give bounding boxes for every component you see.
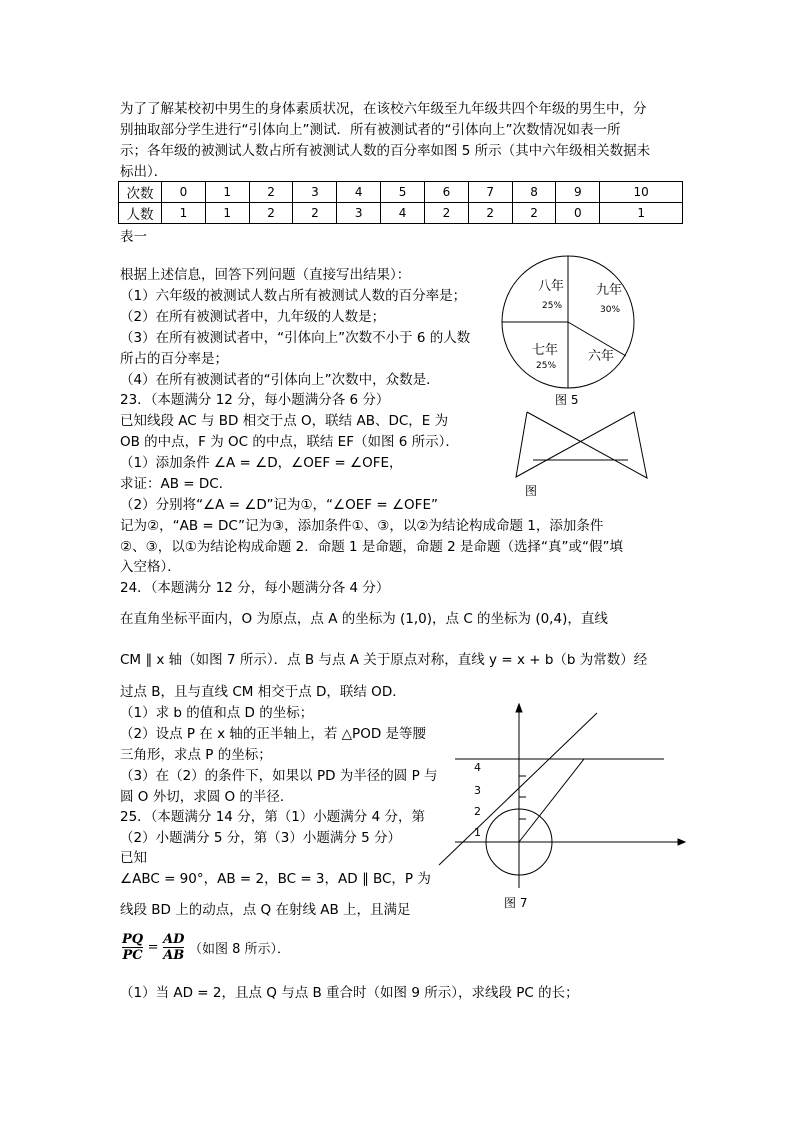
table-cell: 2 — [293, 203, 337, 224]
table-header: 人数 — [119, 203, 162, 224]
text-line: （1）添加条件 ∠A = ∠D，∠OEF = ∠OFE， — [120, 455, 403, 471]
pie-pct: 30% — [600, 305, 621, 315]
fraction-numerator: PQ — [122, 932, 144, 947]
text-line: 入空格）． — [120, 559, 181, 575]
text-line: （2）小题满分 5 分，第（3）小题满分 5 分） — [120, 830, 402, 846]
figure-caption: 图 — [525, 484, 538, 498]
text-line: 已知线段 AC 与 BD 相交于点 O，联结 AB、DC，E 为 — [120, 413, 449, 429]
text-line: CM ∥ x 轴（如图 7 所示）．点 B 与点 A 关于原点对称，直线 y = x + b（b 为常数）经 — [120, 652, 648, 668]
text-line: （1）求 b 的值和点 D 的坐标； — [120, 705, 314, 721]
pie-pct: 25% — [536, 361, 557, 371]
table-cell: 2 — [249, 203, 293, 224]
text-line: 根据上述信息，回答下列问题（直接写出结果）： — [120, 267, 411, 283]
text-line: 过点 B，且与直线 CM 相交于点 D，联结 OD． — [120, 684, 406, 700]
pie-label: 九年 — [596, 283, 623, 298]
text-line: 24．（本题满分 12 分，每小题满分各 4 分） — [120, 580, 390, 596]
table-cell: 4 — [337, 182, 381, 203]
table-cell: 2 — [468, 203, 512, 224]
text-line: OB 的中点，F 为 OC 的中点，联结 EF（如图 6 所示）． — [120, 434, 459, 450]
table-cell: 3 — [293, 182, 337, 203]
text-line: （4）在所有被测试者的“引体向上”次数中，众数是． — [120, 372, 440, 388]
text-line: （2）设点 P 在 x 轴的正半轴上，若 △POD 是等腰 — [120, 726, 427, 742]
paragraph-line: 别抽取部分学生进行“引体向上”测试．所有被测试者的“引体向上”次数情况如表一所 — [120, 122, 621, 138]
text-line: 三角形，求点 P 的坐标； — [120, 747, 272, 763]
table-cell: 1 — [205, 203, 249, 224]
figure-caption: 图 5 — [555, 393, 579, 407]
text-line: （1）当 AD = 2，且点 Q 与点 B 重合时（如图 9 所示），求线段 PC 的长； — [120, 985, 579, 1001]
text-line: 23．（本题满分 12 分，每小题满分各 6 分） — [120, 392, 390, 408]
paragraph-line: 示；各年级的被测试人数占所有被测试人数的百分率如图 5 所示（其中六年级相关数据未 — [120, 143, 651, 159]
fraction-numerator: AD — [163, 932, 185, 947]
table-cell: 0 — [556, 203, 600, 224]
axis-tick-label: 1 — [474, 826, 481, 839]
pie-label: 八年 — [538, 279, 565, 294]
axis-tick-label: 2 — [474, 805, 481, 818]
fraction-note: （如图 8 所示）． — [188, 942, 291, 957]
table-cell: 2 — [249, 182, 293, 203]
figure-caption: 图 7 — [504, 896, 528, 910]
text-line: 25．（本题满分 14 分，第（1）小题满分 4 分，第 — [120, 809, 425, 825]
text-line: （3）在（2）的条件下，如果以 PD 为半径的圆 P 与 — [120, 768, 438, 784]
paragraph-line: 为了了解某校初中男生的身体素质状况，在该校六年级至九年级共四个年级的男生中，分 — [120, 101, 647, 117]
table-cell: 5 — [381, 182, 425, 203]
table-cell: 1 — [600, 203, 683, 224]
table-cell: 1 — [162, 203, 206, 224]
table-cell: 9 — [556, 182, 600, 203]
fraction-denominator: PC — [122, 948, 143, 963]
text-line: 在直角坐标平面内，O 为原点，点 A 的坐标为 (1,0)，点 C 的坐标为 (0,4)，直线 — [120, 611, 608, 627]
text-line: 已知 — [120, 850, 147, 866]
table-cell: 2 — [512, 203, 556, 224]
table-cell: 3 — [337, 203, 381, 224]
text-line: 圆 O 外切，求圆 O 的半径． — [120, 789, 294, 805]
bowtie-figure-6 — [516, 412, 647, 478]
text-line: 线段 BD 上的动点，点 Q 在射线 AB 上，且满足 — [120, 902, 411, 918]
table-cell: 8 — [512, 182, 556, 203]
pie-label: 六年 — [588, 349, 615, 364]
text-line: ∠ABC = 90°，AB = 2，BC = 3，AD ∥ BC，P 为 — [120, 871, 431, 887]
axis-tick-label: 4 — [474, 761, 481, 774]
table-cell: 10 — [600, 182, 683, 203]
fraction-equation: $\frac{PQ}{PC}$ = $\frac{AD}{AB}$ （如图 8 所示）． — [122, 932, 291, 963]
paragraph-line: 标出）． — [120, 164, 168, 180]
text-line: ②、③，以①为结论构成命题 2．命题 1 是命题，命题 2 是命题（选择“真”或“假”填 — [120, 539, 624, 555]
table-cell: 4 — [381, 203, 425, 224]
text-line: （3）在所有被测试者中，“引体向上”次数不小于 6 的人数 — [120, 330, 471, 346]
table-cell: 1 — [205, 182, 249, 203]
table-caption: 表一 — [120, 229, 147, 245]
text-line: （2）在所有被测试者中，九年级的人数是； — [120, 309, 386, 325]
text-line: （1）六年级的被测试人数占所有被测试人数的百分率是； — [120, 288, 467, 304]
text-line: （2）分别将“∠A = ∠D”记为①，“∠OEF = ∠OFE” — [120, 497, 438, 513]
table-cell: 2 — [424, 203, 468, 224]
fraction-denominator: AB — [163, 948, 185, 963]
table-cell: 6 — [424, 182, 468, 203]
table-cell: 7 — [468, 182, 512, 203]
text-line: 所占的百分率是； — [120, 351, 228, 367]
axis-tick-label: 3 — [474, 784, 481, 797]
pie-pct: 25% — [542, 301, 563, 311]
text-line: 记为②，“AB = DC”记为③，添加条件①、③，以②为结论构成命题 1，添加条件 — [120, 518, 604, 534]
pie-label: 七年 — [532, 343, 559, 358]
table-header: 次数 — [119, 182, 162, 203]
table-cell: 0 — [162, 182, 206, 203]
pie-figure-5 — [502, 256, 634, 388]
text-line: 求证：AB = DC． — [120, 476, 233, 492]
